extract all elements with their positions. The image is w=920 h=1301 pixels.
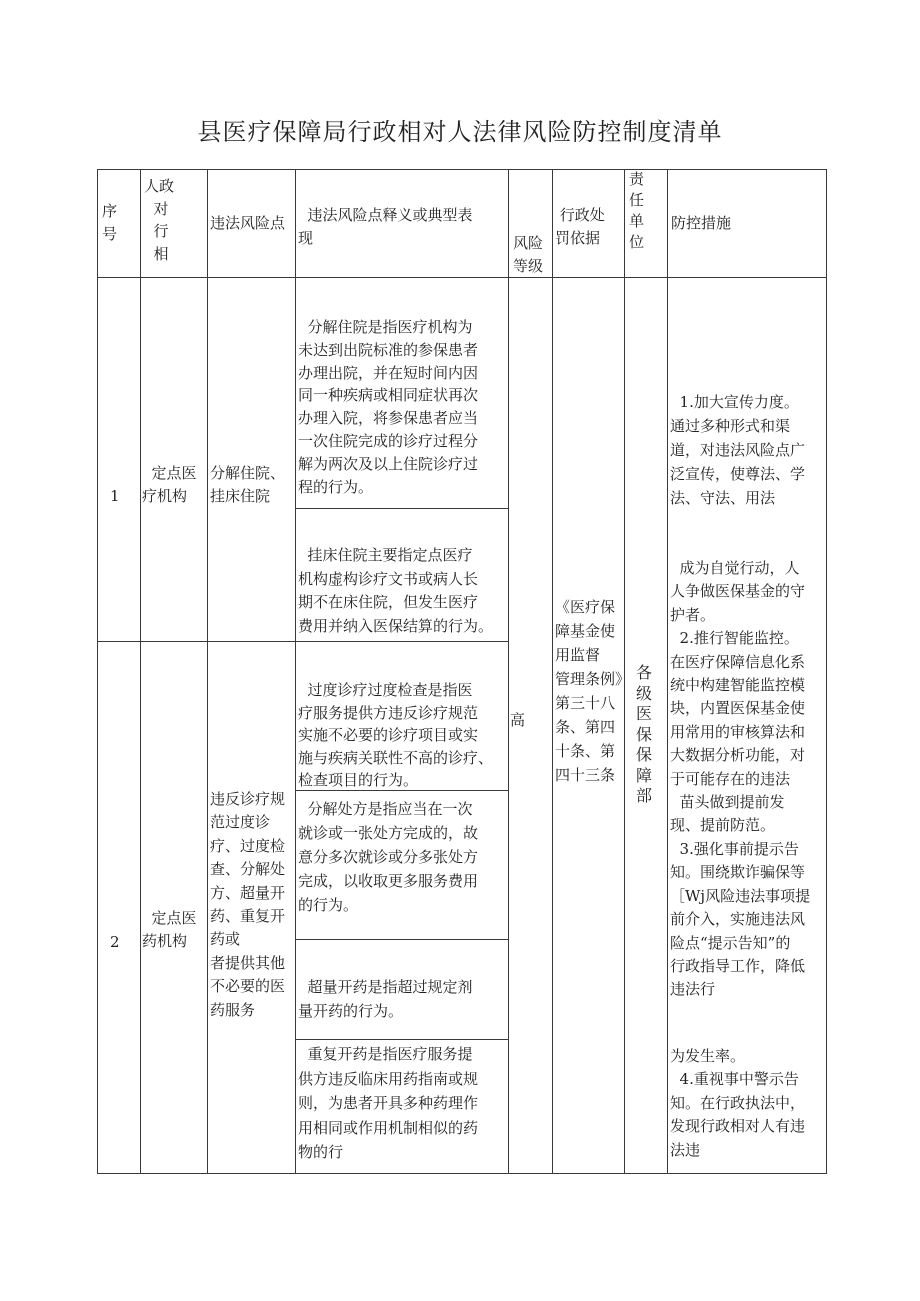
header-party: 人政 对 行 相 <box>144 177 175 263</box>
row-1-risk-point: 分解住院、 挂床住院 <box>210 464 286 505</box>
row-1-definition-2: 挂床住院主要指定点医疗 机构虚构诊疗文书或病人长 期不在床住院，但发生医疗 费用并纳入医保结算的行为。 <box>298 546 494 635</box>
subrow-divider <box>295 939 508 940</box>
subrow-divider <box>295 508 508 509</box>
row-2-seq: 2 <box>110 933 120 951</box>
row-2-definition-3: 超量开药是指超过规定剂 量开药的行为。 <box>298 978 473 1020</box>
table-border-right <box>826 169 827 1174</box>
header-divider <box>97 277 827 278</box>
row-1-party: 定点医 疗机构 <box>142 464 197 505</box>
shared-penalty-basis: 《医疗保 障基金使 用监督 管理条例》 第三十八 条、第四 十条、第 四十三条 <box>555 598 631 784</box>
col-divider <box>140 169 141 1174</box>
col-divider <box>552 169 553 1174</box>
header-seq: 序 号 <box>102 202 118 243</box>
row-1-seq: 1 <box>110 487 120 505</box>
header-level: 风险 等级 <box>513 234 544 275</box>
row-divider <box>97 641 508 642</box>
col-divider <box>295 169 296 1174</box>
document-title: 县医疗保障局行政相对人法律风险防控制度清单 <box>197 118 723 146</box>
row-2-risk-point: 违反诊疗规 范过度诊 疗、过度检 查、分解处 方、超量开 药、重复开 药或 者提供其他 不必要的医 药服务 <box>210 790 286 1019</box>
shared-measures-1: 1.加大宣传力度。 通过多种形式和渠 道，对违法风险点广 泛宣传，使尊法、学 法、守法、用法 <box>670 393 806 507</box>
col-divider <box>207 169 208 1174</box>
row-2-definition-4: 重复开药是指医疗服务提 供方违反临床用药指南或规 则，为患者开具多种药理作 用相同或作用机制相似的药 物的行 <box>298 1045 479 1161</box>
shared-responsible-unit: 各 级 医 保 保 障 部 <box>636 663 653 805</box>
subrow-divider <box>295 1039 508 1040</box>
header-definition: 违法风险点释义或典型表 现 <box>298 206 473 247</box>
shared-risk-level: 高 <box>510 711 526 729</box>
shared-measures-2: 成为自觉行动，人 人争做医保基金的守 护者。 2.推行智能监控。 在医疗保障信息化系 统中构建智能监控模 块，内置医保基金使 用常用的审核算法和 大数据分析功能，对 于可能存在的违法 苗头做到提前发 现、提前防范。 3.强化事前提示告 知。围绕欺诈骗保等 ［Wj风险违法事项提 前介入，实施违法风 险点“提示告知”的 行政指导工作，降低 违法行 <box>670 559 811 999</box>
col-divider <box>508 169 509 1174</box>
table-border-left <box>97 169 98 1174</box>
header-basis: 行政处 罚依据 <box>555 206 605 247</box>
header-unit: 责 任 单 位 <box>629 170 645 251</box>
row-1-definition-1: 分解住院是指医疗机构为 未达到出院标准的参保患者 办理出院，并在短时间内因 同一种疾病或相同症状再次 办理入院，将参保患者应当 一次住院完成的诊疗过程分 解为两次及以上住院诊疗过 程的行为。 <box>298 318 479 496</box>
row-2-definition-1: 过度诊疗过度检查是指医 疗服务提供方违反诊疗规范 实施不必要的诊疗项目或实 施与疾病关联性不高的诊疗、 检查项目的行为。 <box>298 681 494 790</box>
row-2-party: 定点医 药机构 <box>142 909 197 950</box>
header-risk-point: 违法风险点 <box>210 214 286 232</box>
header-measures: 防控措施 <box>671 214 732 232</box>
row-2-definition-2: 分解处方是指应当在一次 就诊或一张处方完成的，故 意分多次就诊或分多张处方 完成，以收取更多服务费用 的行为。 <box>298 800 479 914</box>
shared-measures-3: 为发生率。 4.重视事中警示告 知。在行政执法中， 发现行政相对人有违 法违 <box>670 1047 806 1159</box>
col-divider <box>667 169 668 1174</box>
